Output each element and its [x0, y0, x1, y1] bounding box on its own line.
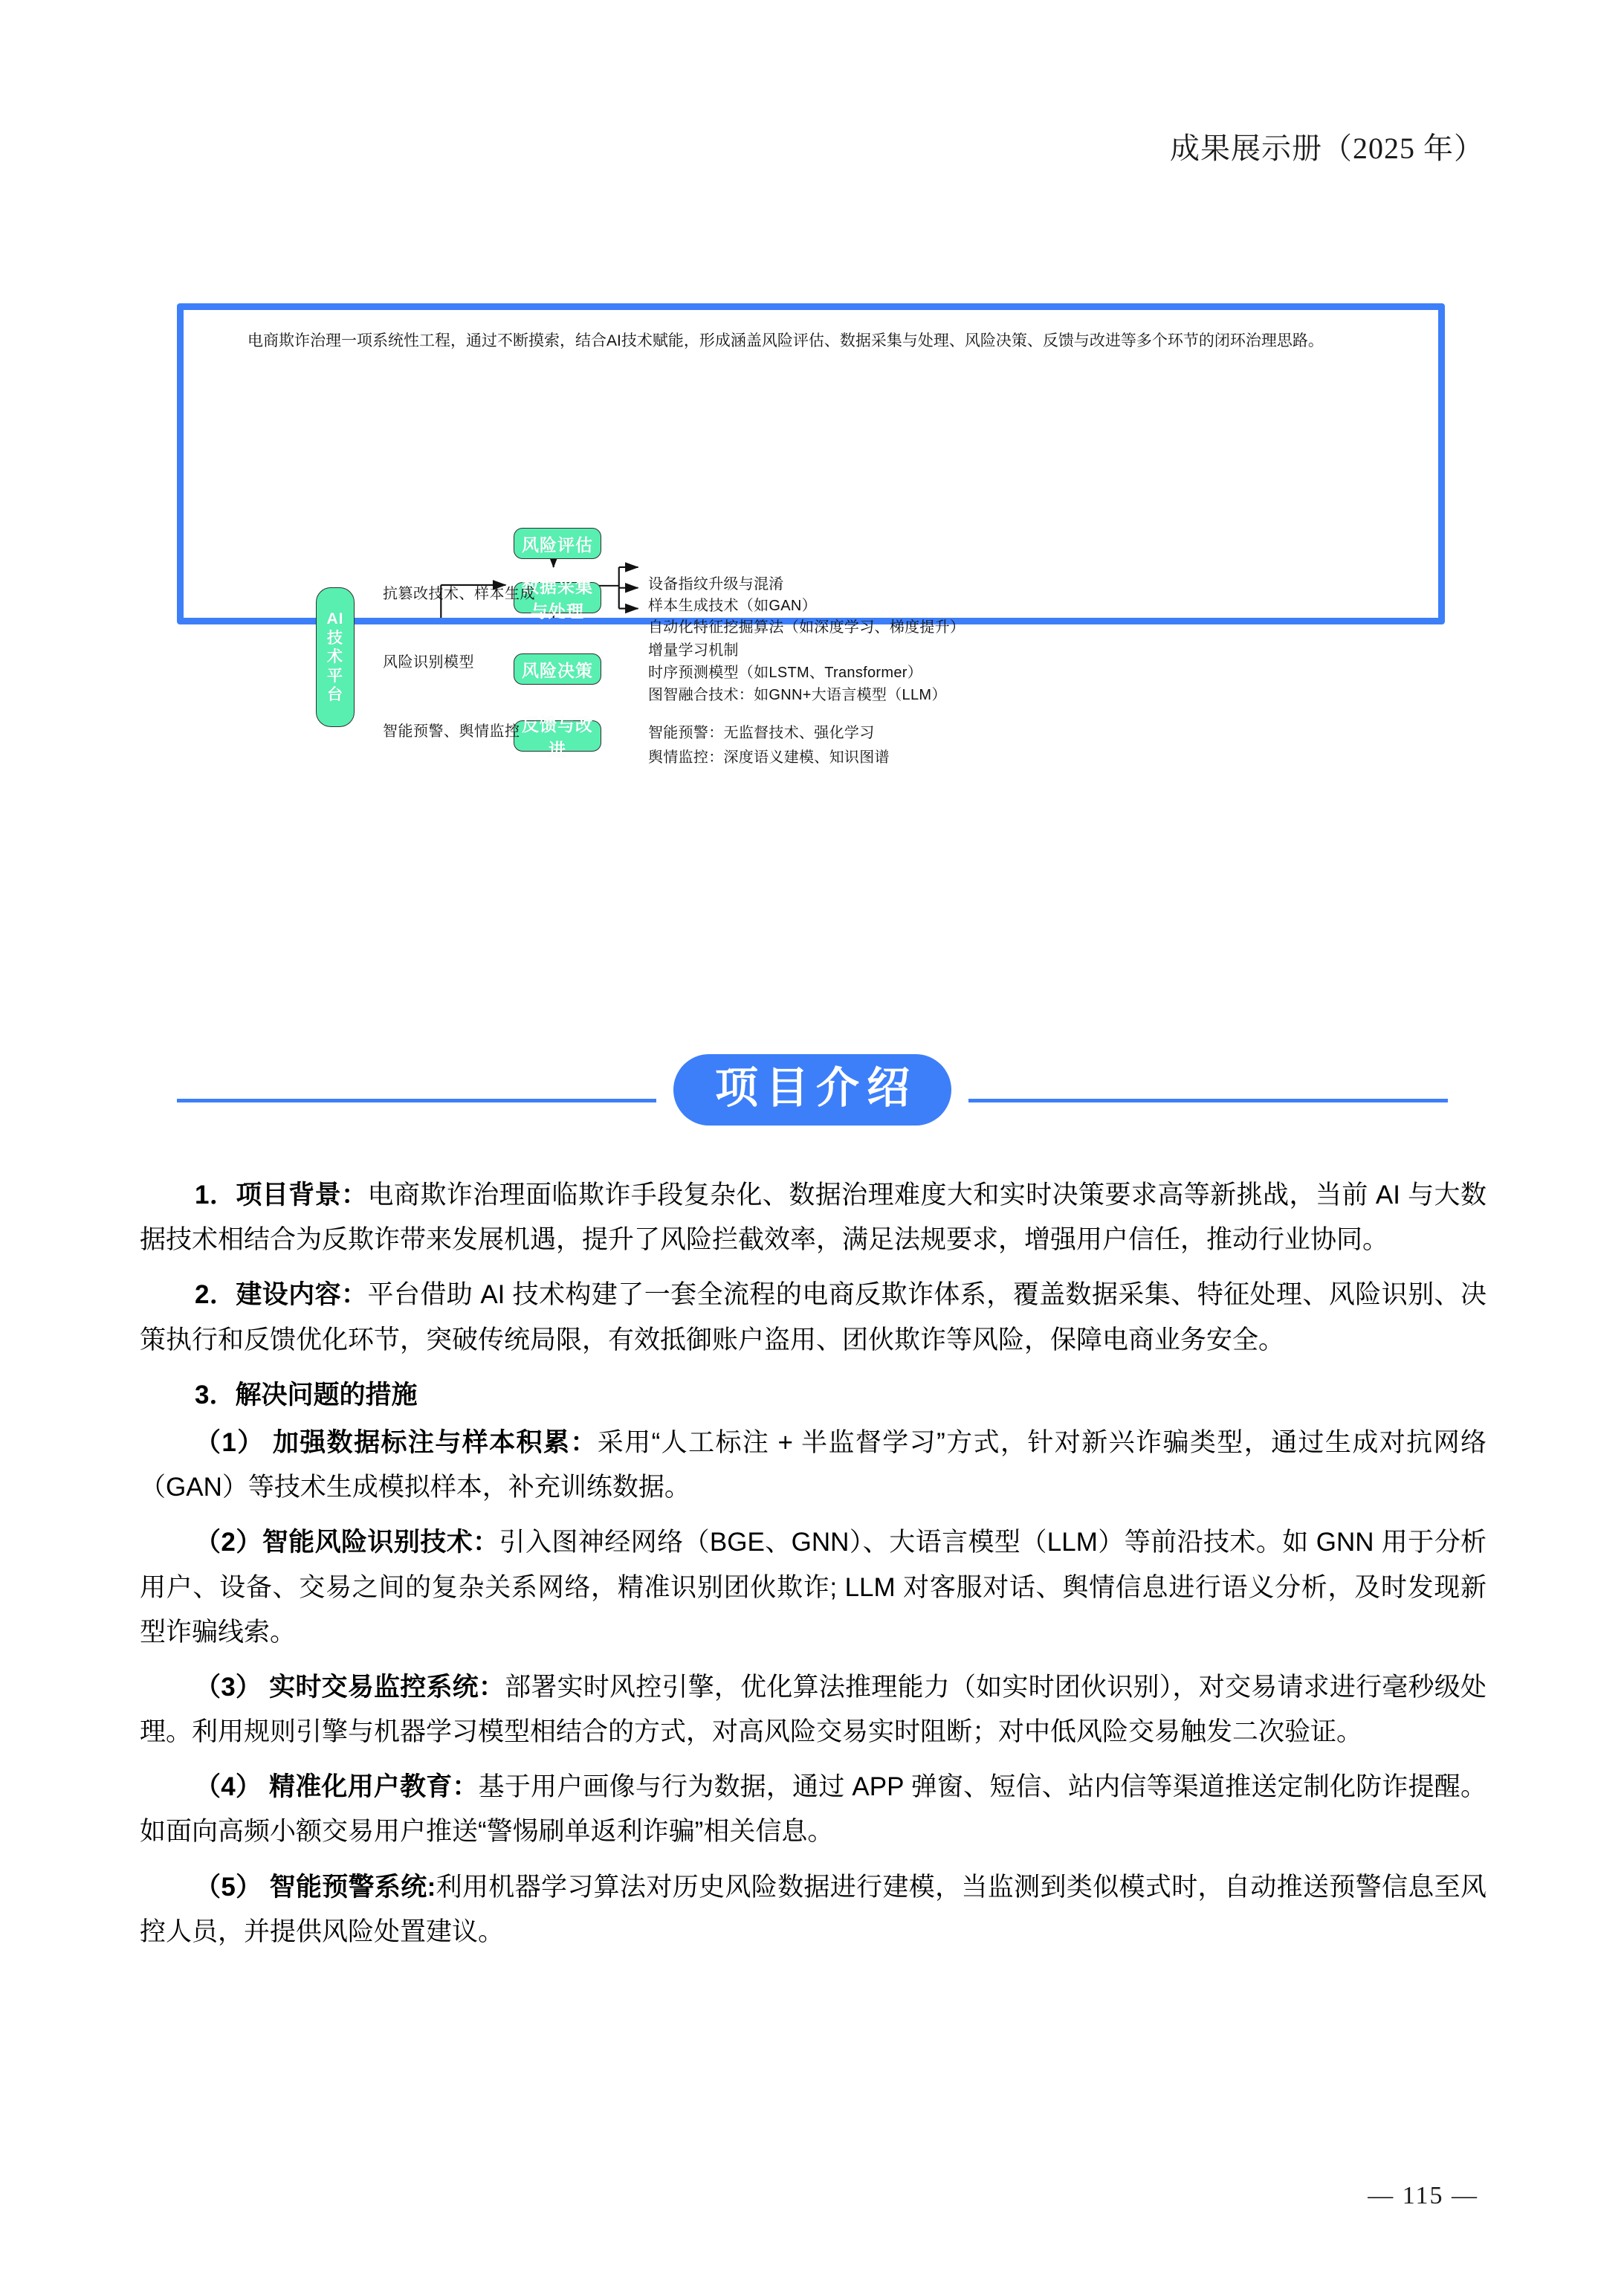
paragraph-construction-content — [140, 1273, 1486, 1362]
diagram-node-risk-decision[interactable]: 风险决策 — [514, 653, 601, 685]
measure-item-1 — [140, 1421, 1486, 1510]
measure-lead-1: （1） 加强数据标注与样本积累： — [195, 1427, 598, 1457]
measure-lead-4: （4） 精准化用户教育： — [195, 1772, 479, 1802]
measure-lead-3: （3） 实时交易监控系统： — [195, 1672, 505, 1702]
platform-line-5: 台 — [327, 686, 343, 704]
paragraph-heading-measures: 3．解决问题的措施 — [195, 1380, 418, 1409]
diagram-output-opinion-monitor: 舆情监控：深度语义建模、知识图谱 — [648, 749, 890, 766]
measure-item-3 — [140, 1665, 1486, 1754]
diagram-output-timeseries-model: 时序预测模型（如LSTM、Transformer） — [648, 665, 923, 681]
diagram-node-risk-assessment[interactable]: 风险评估 — [514, 528, 601, 559]
measure-item-4 — [140, 1765, 1486, 1854]
page-header-title: 成果展示册（2025 年） — [1170, 132, 1484, 165]
diagram-output-device-fingerprint: 设备指纹升级与混淆 — [648, 576, 784, 592]
measure-item-2 — [140, 1520, 1486, 1655]
diagram-branch-label-anti-tamper: 抗篡改技术、样本生成 — [383, 586, 535, 602]
diagram-output-incremental-learning: 增量学习机制 — [648, 642, 739, 659]
measure-text-5: 利用机器学习算法对历史风险数据进行建模，当监测到类似模式时，自动推送预警信息至风控人员，并提供风险处置建议。 — [140, 1872, 1486, 1946]
platform-line-1: AI — [326, 610, 344, 627]
section-title-banner: 项目介绍 — [673, 1054, 951, 1126]
measure-lead-2: （2）智能风险识别技术： — [195, 1528, 499, 1557]
measure-text-3: 部署实时风控引擎，优化算法推理能力（如实时团伙识别），对交易请求进行毫秒级处理。利用规则引擎与机器学习模型相结合的方式，对高风险交易实时阻断；对中低风险交易触发二次验证。 — [140, 1672, 1486, 1747]
diagram-connectors — [184, 310, 1438, 618]
diagram-intro-text: 电商欺诈治理一项系统性工程，通过不断摸索，结合AI技术赋能，形成涵盖风险评估、数据采集与处理、风险决策、反馈与改进等多个环节的闭环治理思路。 — [248, 332, 1324, 349]
paragraph-lead-background: 1．项目背景： — [195, 1181, 368, 1210]
diagram-output-smart-alert: 智能预警：无监督技术、强化学习 — [648, 725, 875, 741]
diagram-node-data-collection[interactable]: 数据采集与处理 — [514, 582, 601, 613]
diagram-branch-label-risk-model: 风险识别模型 — [383, 654, 474, 671]
paragraph-project-background — [140, 1173, 1486, 1262]
diagram-frame — [177, 303, 1445, 766]
diagram-node-feedback-improvement[interactable]: 反馈与改进 — [514, 720, 601, 752]
article-body — [140, 1173, 1486, 1965]
diagram-output-feature-mining: 自动化特征挖掘算法（如深度学习、梯度提升） — [648, 619, 965, 636]
diagram-output-graph-llm-fusion: 图智融合技术：如GNN+大语言模型（LLM） — [648, 687, 947, 703]
paragraph-text-background: 电商欺诈治理面临欺诈手段复杂化、数据治理难度大和实时决策要求高等新挑战，当前 AI 与大数据技术相结合为反欺诈带来发展机遇，提升了风险拦截效率，满足法规要求，增强用户信任，推动行业协同。 — [140, 1181, 1486, 1255]
diagram-output-sample-generation: 样本生成技术（如GAN） — [648, 598, 817, 614]
platform-line-2: 技 — [327, 629, 343, 647]
measure-lead-5: （5） 智能预警系统: — [195, 1872, 436, 1902]
page-number-footer: — 115 — — [1368, 2182, 1478, 2209]
banner-rule-left — [177, 1099, 656, 1102]
measure-text-1: 采用“人工标注 + 半监督学习”方式，针对新兴诈骗类型，通过生成对抗网络（GAN）等技术生成模拟样本，补充训练数据。 — [140, 1427, 1486, 1502]
diagram-node-ai-platform[interactable] — [316, 587, 355, 727]
banner-rule-right — [968, 1099, 1448, 1102]
platform-line-3: 术 — [327, 648, 343, 666]
measure-text-2: 引入图神经网络（BGE、GNN）、大语言模型（LLM）等前沿技术。如 GNN 用于分析用户、设备、交易之间的复杂关系网络，精准识别团伙欺诈; LLM 对客服对话、舆情信息进行语义分析，及时发现新型诈骗线索。 — [140, 1528, 1486, 1647]
measure-text-4: 基于用户画像与行为数据，通过 APP 弹窗、短信、站内信等渠道推送定制化防诈提醒。如面向高频小额交易用户推送“警惕刷单返利诈骗”相关信息。 — [140, 1772, 1486, 1847]
diagram-branch-label-alert-monitor: 智能预警、舆情监控 — [383, 723, 520, 740]
platform-line-4: 平 — [327, 667, 343, 685]
section-banner-container — [177, 1054, 1448, 1143]
paragraph-text-construction: 平台借助 AI 技术构建了一套全流程的电商反欺诈体系，覆盖数据采集、特征处理、风险识别、决策执行和反馈优化环节，突破传统局限，有效抵御账户盗用、团伙欺诈等风险，保障电商业务安全。 — [140, 1280, 1486, 1354]
measure-item-5 — [140, 1865, 1486, 1954]
paragraph-lead-construction: 2．建设内容： — [195, 1280, 368, 1310]
